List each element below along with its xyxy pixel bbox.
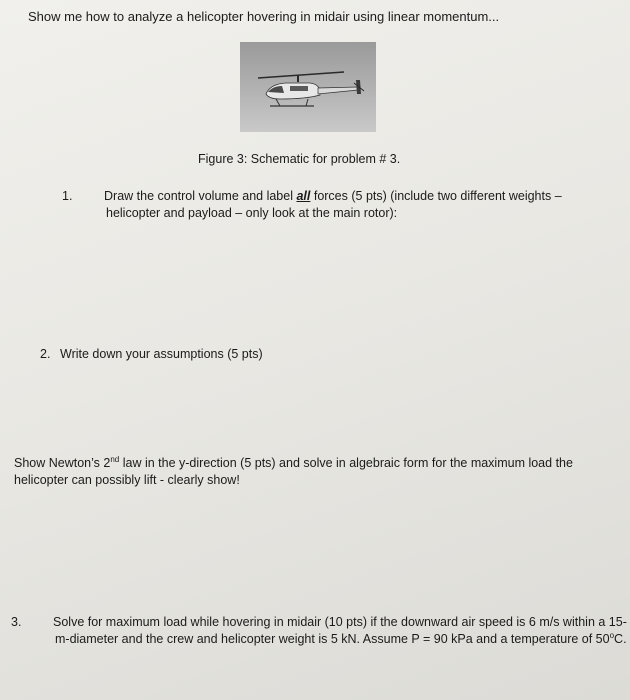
helicopter-icon	[240, 42, 376, 132]
figure-image	[240, 42, 376, 132]
question-3-text-after: C.	[614, 632, 627, 646]
question-1-text-after: forces (5 pts) (include two different weights – helicopter and payload – only look at the main rotor):	[106, 189, 562, 220]
newton-text-before: Show Newton’s 2	[14, 456, 111, 470]
question-1-number: 1.	[62, 189, 73, 203]
question-1	[62, 188, 586, 222]
question-1-text-before: Draw the control volume and label	[104, 189, 297, 203]
newton-prompt	[14, 455, 594, 489]
question-3-degree: o	[609, 630, 615, 640]
page-header: Show me how to analyze a helicopter hovering in midair using linear momentum...	[28, 9, 500, 24]
question-3-number: 3.	[11, 615, 22, 629]
question-2-number: 2.	[40, 347, 51, 361]
question-3-text-before: Solve for maximum load while hovering in midair (10 pts) if the downward air speed is 6 m/s within a 15-m-diameter and the crew and helicopter weight is 5 kN. Assume P = 90 kPa and a temperature of 50	[53, 615, 627, 646]
newton-superscript: nd	[110, 454, 120, 464]
question-3	[11, 614, 630, 648]
question-1-emphasis: all	[296, 189, 311, 203]
question-2	[40, 346, 580, 363]
figure-caption: Figure 3: Schematic for problem # 3.	[198, 152, 401, 166]
question-2-text: Write down your assumptions (5 pts)	[60, 347, 263, 361]
newton-text-after: law in the y-direction (5 pts) and solve in algebraic form for the maximum load the helicopter can possibly lift - clearly show!	[14, 456, 573, 487]
